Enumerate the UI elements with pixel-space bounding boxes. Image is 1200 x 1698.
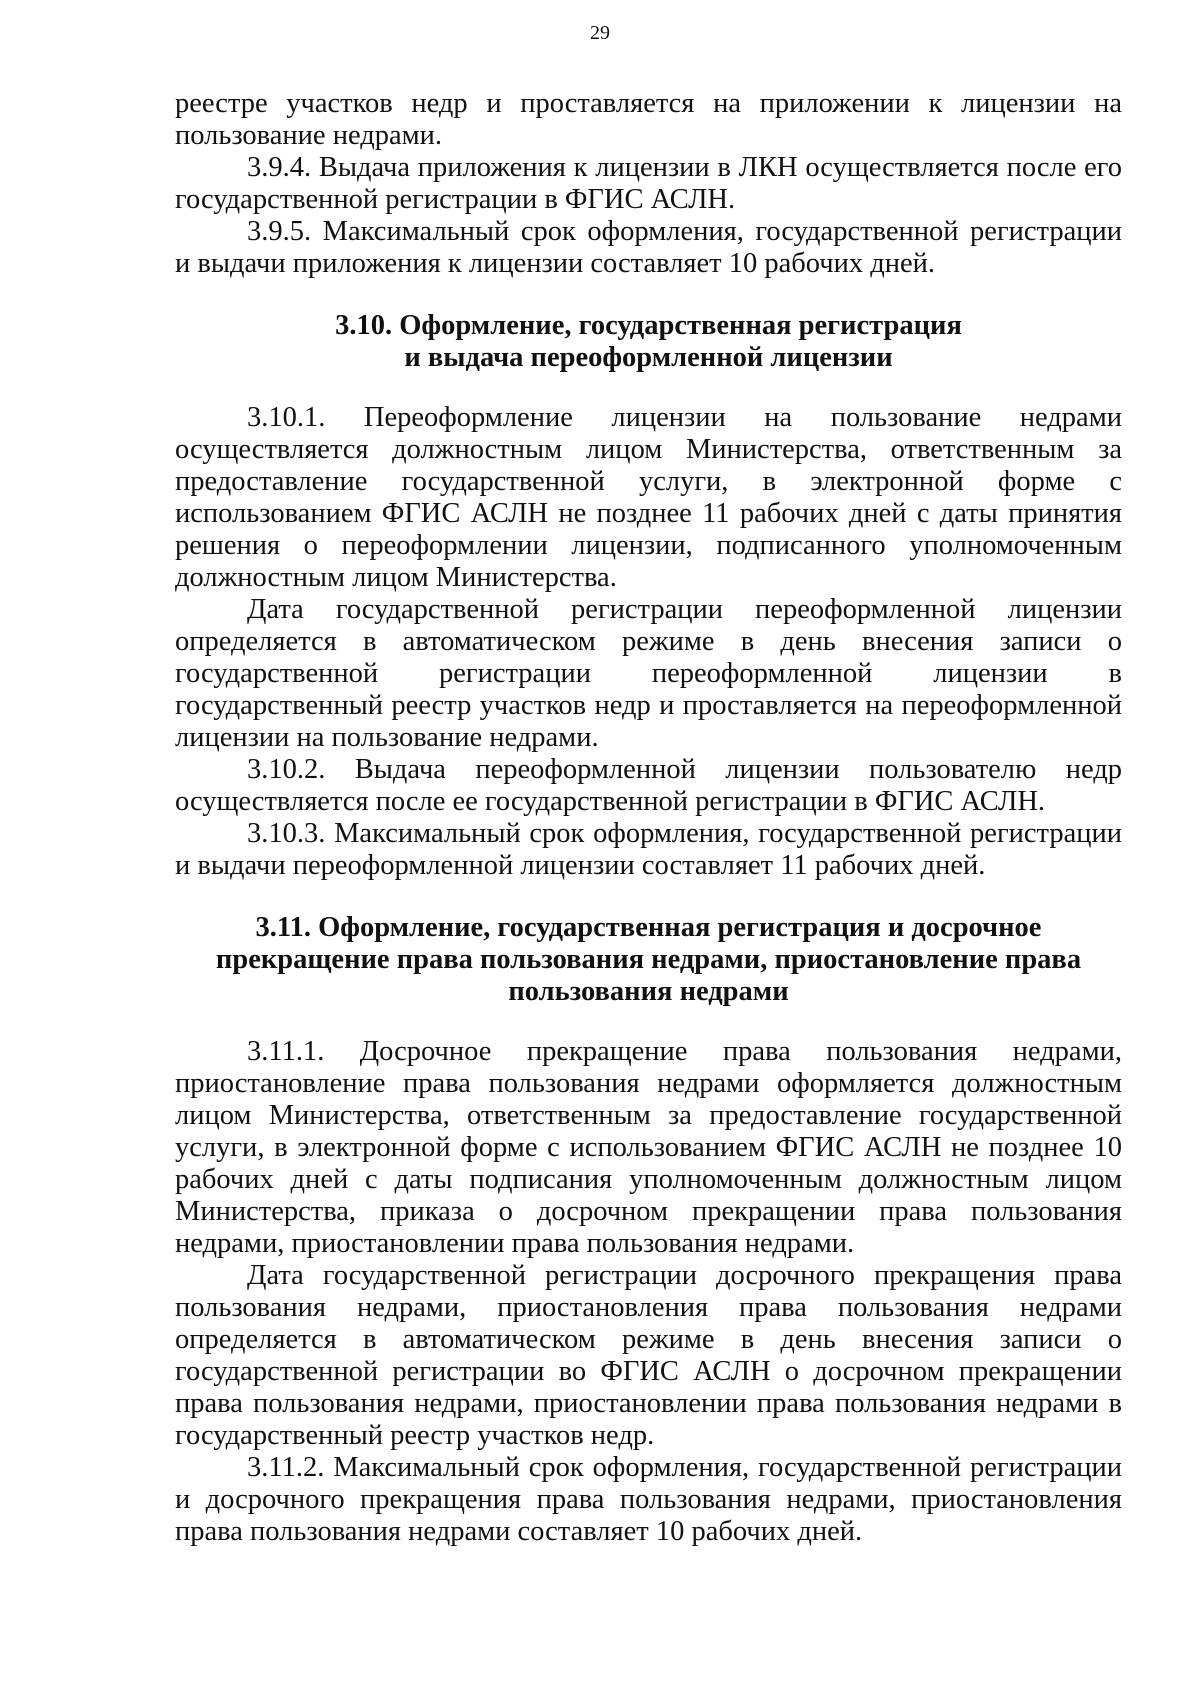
document-body <box>175 88 1122 1548</box>
paragraph-3-9-4: 3.9.4. Выдача приложения к лицензии в ЛКН осуществляется после его государственной регистрации в ФГИС АСЛН. <box>175 152 1122 215</box>
section-3-10-heading: 3.10. Оформление, государственная регистрация и выдача переоформленной лицензии <box>335 310 962 373</box>
paragraph-3-11-2: 3.11.2. Максимальный срок оформления, государственной регистрации и досрочного прекращения права пользования недрами, приостановления права пользования недрами составляет 10 рабочих дней. <box>175 1452 1122 1547</box>
paragraph-3-11-1-date: Дата государственной регистрации досрочного прекращения права пользования недрами, приостановления права пользования недрами определяется в автоматическом режиме в день внесения записи о государственной регистрации во ФГИС АСЛН о досрочном прекращении права пользования недрами, приостановлении права пользования недрами в государственный реестр участков недр. <box>175 1260 1122 1451</box>
paragraph-3-10-1: 3.10.1. Переоформление лицензии на пользование недрами осуществляется должностным лицом Министерства, ответственным за предоставление государственной услуги, в электронной форме с использованием ФГИС АСЛН не позднее 11 рабочих дней с даты принятия решения о переоформлении лицензии, подписанного уполномоченным должностным лицом Министерства. <box>175 402 1122 593</box>
paragraph-3-10-2: 3.10.2. Выдача переоформленной лицензии пользователю недр осуществляется после ее государственной регистрации в ФГИС АСЛН. <box>175 754 1122 817</box>
paragraph-3-10-1-date: Дата государственной регистрации переоформленной лицензии определяется в автоматическом режиме в день внесения записи о государственной регистрации переоформленной лицензии в государственный реестр участков недр и проставляется на переоформленной лицензии на пользование недрами. <box>175 594 1122 753</box>
section-3-11-heading-block <box>175 912 1122 1008</box>
section-3-11-heading: 3.11. Оформление, государственная регистрация и досрочное прекращение права пользования недрами, приостановление права пользования недрами <box>215 912 1082 1007</box>
paragraph-3-11-1: 3.11.1. Досрочное прекращение права пользования недрами, приостановление права пользования недрами оформляется должностным лицом Министерства, ответственным за предоставление государственной услуги, в электронной форме с использованием ФГИС АСЛН не позднее 10 рабочих дней с даты подписания уполномоченным должностным лицом Министерства, приказа о досрочном прекращении права пользования недрами, приостановлении права пользования недрами. <box>175 1036 1122 1259</box>
paragraph-continuation: реестре участков недр и проставляется на приложении к лицензии на пользование недрами. <box>175 88 1122 151</box>
paragraph-3-9-5: 3.9.5. Максимальный срок оформления, государственной регистрации и выдачи приложения к лицензии составляет 10 рабочих дней. <box>175 216 1122 279</box>
page-number: 29 <box>590 22 610 44</box>
paragraph-3-10-3: 3.10.3. Максимальный срок оформления, государственной регистрации и выдачи переоформленной лицензии составляет 11 рабочих дней. <box>175 818 1122 881</box>
section-3-10-heading-block <box>175 310 1122 374</box>
